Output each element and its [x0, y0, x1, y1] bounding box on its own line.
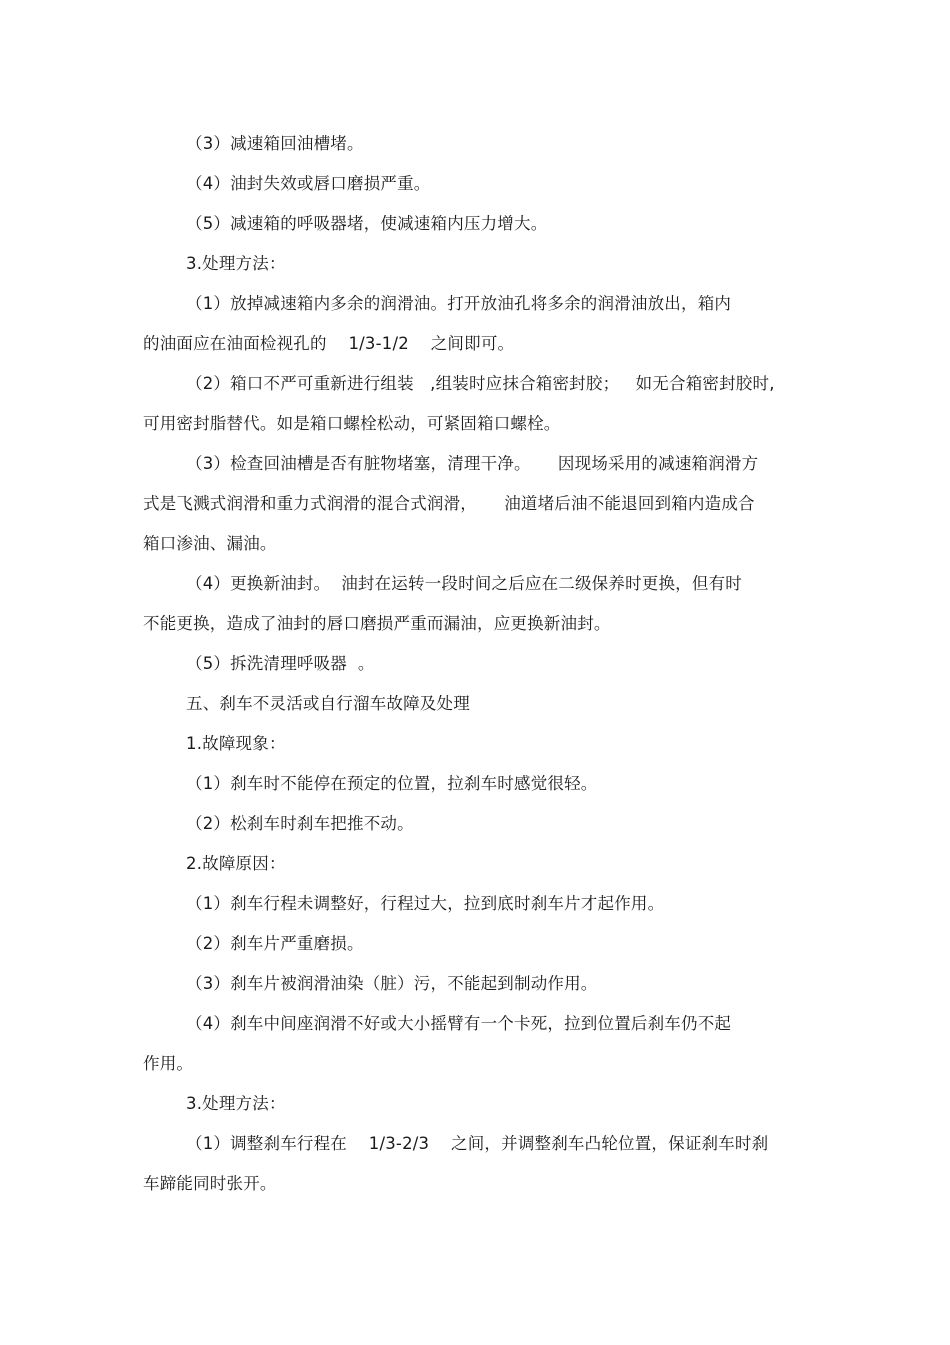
text-line: 式是飞溅式润滑和重力式润滑的混合式润滑， 油道堵后油不能退回到箱内造成合: [143, 494, 755, 513]
text-line: （5）减速箱的呼吸器堵，使减速箱内压力增大。: [186, 214, 548, 233]
text-line: （4）刹车中间座润滑不好或大小摇臂有一个卡死，拉到位置后刹车仍不起: [186, 1014, 732, 1033]
text-line: （1）刹车时不能停在预定的位置，拉刹车时感觉很轻。: [186, 774, 598, 793]
text-line: （3）检查回油槽是否有脏物堵塞，清理干净。 因现场采用的减速箱润滑方: [186, 454, 759, 473]
section-heading: 3.处理方法：: [186, 1094, 286, 1113]
section-heading: 五、刹车不灵活或自行溜车故障及处理: [186, 694, 470, 713]
text-line: 箱口渗油、漏油。: [143, 534, 277, 553]
section-heading: 3.处理方法：: [186, 254, 286, 273]
text-line: （4）油封失效或唇口磨损严重。: [186, 174, 431, 193]
text-line: 不能更换，造成了油封的唇口磨损严重而漏油，应更换新油封。: [143, 614, 611, 633]
text-line: （4）更换新油封。 油封在运转一段时间之后应在二级保养时更换，但有时: [186, 574, 742, 593]
text-line: （3）刹车片被润滑油染（脏）污，不能起到制动作用。: [186, 974, 598, 993]
text-line: 车蹄能同时张开。: [143, 1174, 277, 1193]
text-line: （1）放掉减速箱内多余的润滑油。打开放油孔将多余的润滑油放出，箱内: [186, 294, 732, 313]
text-line: 的油面应在油面检视孔的 1/3-1/2 之间即可。: [143, 334, 515, 353]
section-heading: 1.故障现象：: [186, 734, 286, 753]
text-line: （2）刹车片严重磨损。: [186, 934, 364, 953]
text-line: （1）刹车行程未调整好，行程过大，拉到底时刹车片才起作用。: [186, 894, 665, 913]
text-line: （1）调整刹车行程在 1/3-2/3 之间，并调整刹车凸轮位置，保证刹车时刹: [186, 1134, 769, 1153]
text-line: （3）减速箱回油槽堵。: [186, 134, 364, 153]
text-line: 作用。: [143, 1054, 194, 1073]
text-line: 可用密封脂替代。如是箱口螺栓松动，可紧固箱口螺栓。: [143, 414, 561, 433]
text-line: （2）箱口不严可重新进行组装 ,组装时应抹合箱密封胶； 如无合箱密封胶时,: [186, 374, 775, 393]
text-line: （5）拆洗清理呼吸器 。: [186, 654, 375, 673]
section-heading: 2.故障原因：: [186, 854, 286, 873]
text-line: （2）松刹车时刹车把推不动。: [186, 814, 414, 833]
